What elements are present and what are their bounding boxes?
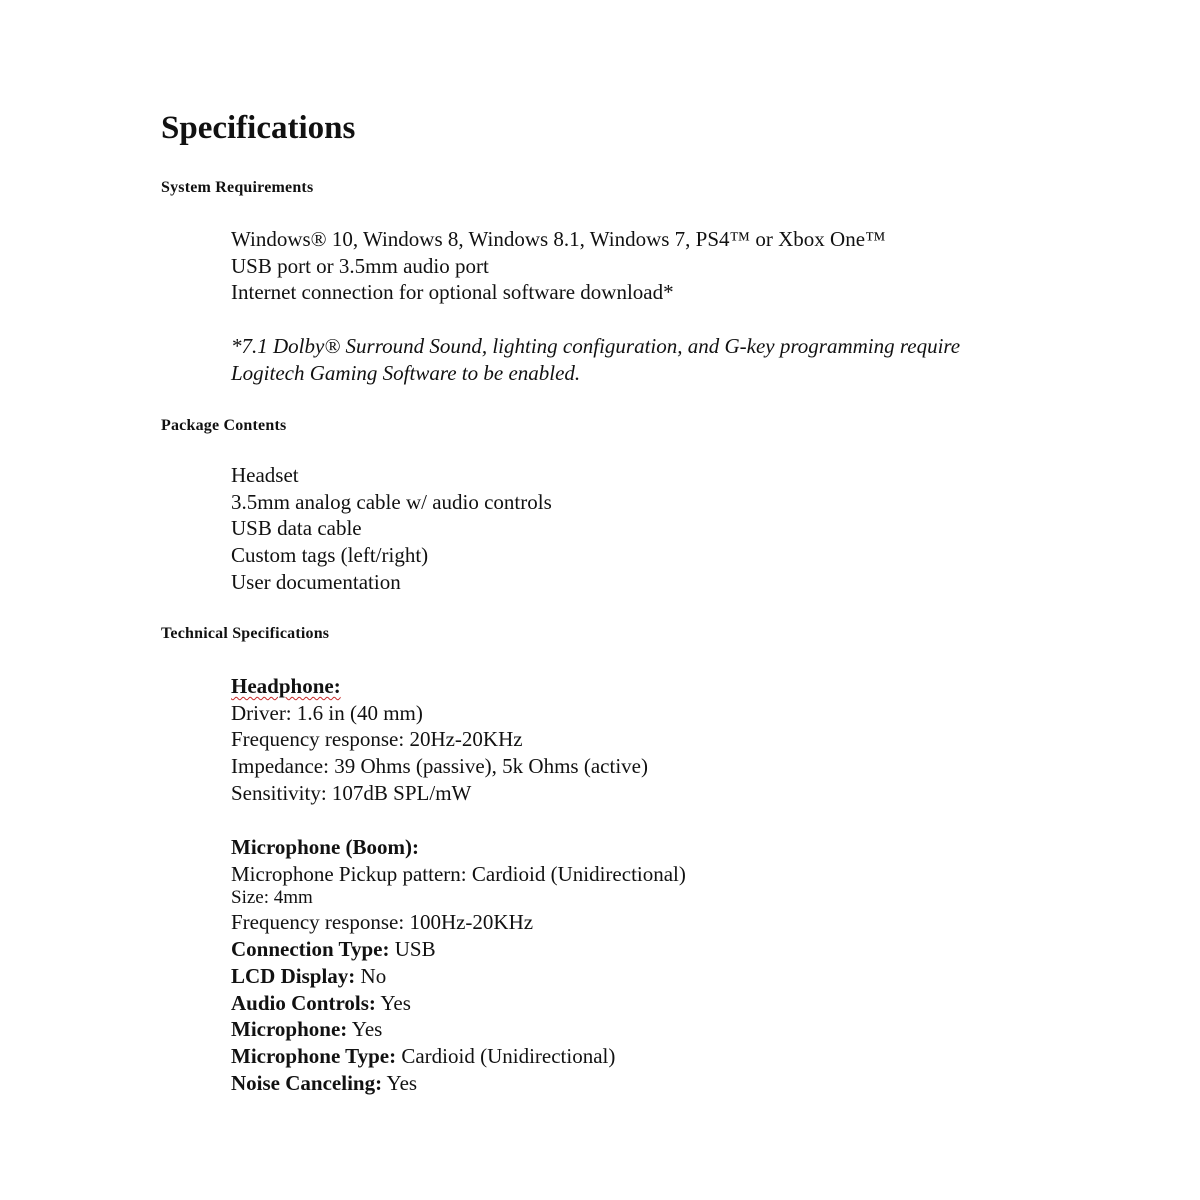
feature-label: Connection Type: <box>231 937 390 962</box>
feature-label: Noise Canceling: <box>231 1070 383 1095</box>
microphone-specs <box>231 834 686 1096</box>
list-item: USB data cable <box>231 516 362 541</box>
note-line: *7.1 Dolby® Surround Sound, lighting configuration, and G-key programming require <box>231 334 961 358</box>
feature-value: USB <box>389 937 436 962</box>
system-requirements-heading: System Requirements <box>161 179 314 196</box>
feature-label: Microphone: <box>231 1017 348 1042</box>
list-item: User documentation <box>231 569 401 594</box>
feature-lcd-display <box>231 963 686 990</box>
feature-label: Microphone Type: <box>231 1043 397 1068</box>
feature-microphone <box>231 1016 686 1043</box>
package-contents-heading: Package Contents <box>161 417 287 434</box>
spec-item: Frequency response: 100Hz-20KHz <box>231 910 534 935</box>
list-item: Custom tags (left/right) <box>231 543 429 568</box>
list-item: Headset <box>231 463 299 487</box>
note-line: Logitech Gaming Software to be enabled. <box>231 360 581 385</box>
spec-item: Size: 4mm <box>231 887 313 909</box>
technical-specifications-heading: Technical Specifications <box>161 625 330 642</box>
page-title: Specifications <box>161 110 356 146</box>
feature-value: Yes <box>382 1070 418 1095</box>
feature-value: Yes <box>375 990 411 1015</box>
microphone-label: Microphone (Boom): <box>231 835 420 859</box>
software-note <box>231 333 960 386</box>
spec-item: Sensitivity: 107dB SPL/mW <box>231 780 472 805</box>
feature-microphone-type <box>231 1043 686 1070</box>
feature-label: Audio Controls: <box>231 990 376 1015</box>
list-item: USB port or 3.5mm audio port <box>231 253 489 278</box>
feature-connection-type <box>231 936 686 963</box>
spec-item: Driver: 1.6 in (40 mm) <box>231 700 423 725</box>
list-item: 3.5mm analog cable w/ audio controls <box>231 489 552 514</box>
package-contents-list <box>231 462 552 596</box>
feature-label: LCD Display: <box>231 963 356 988</box>
feature-audio-controls <box>231 990 686 1017</box>
spec-item: Impedance: 39 Ohms (passive), 5k Ohms (active) <box>231 754 648 779</box>
feature-value: Cardioid (Unidirectional) <box>396 1043 616 1068</box>
headphone-label-text: Headphone: <box>231 674 341 698</box>
headphone-label <box>231 673 648 700</box>
feature-noise-canceling <box>231 1070 686 1097</box>
list-item: Internet connection for optional software download* <box>231 280 674 305</box>
feature-value: Yes <box>347 1017 383 1042</box>
system-requirements-list <box>231 226 886 306</box>
spec-item: Microphone Pickup pattern: Cardioid (Unidirectional) <box>231 861 686 886</box>
spec-item: Frequency response: 20Hz-20KHz <box>231 727 523 752</box>
feature-value: No <box>355 963 387 988</box>
headphone-specs <box>231 673 648 807</box>
list-item: Windows® 10, Windows 8, Windows 8.1, Windows 7, PS4™ or Xbox One™ <box>231 227 886 251</box>
